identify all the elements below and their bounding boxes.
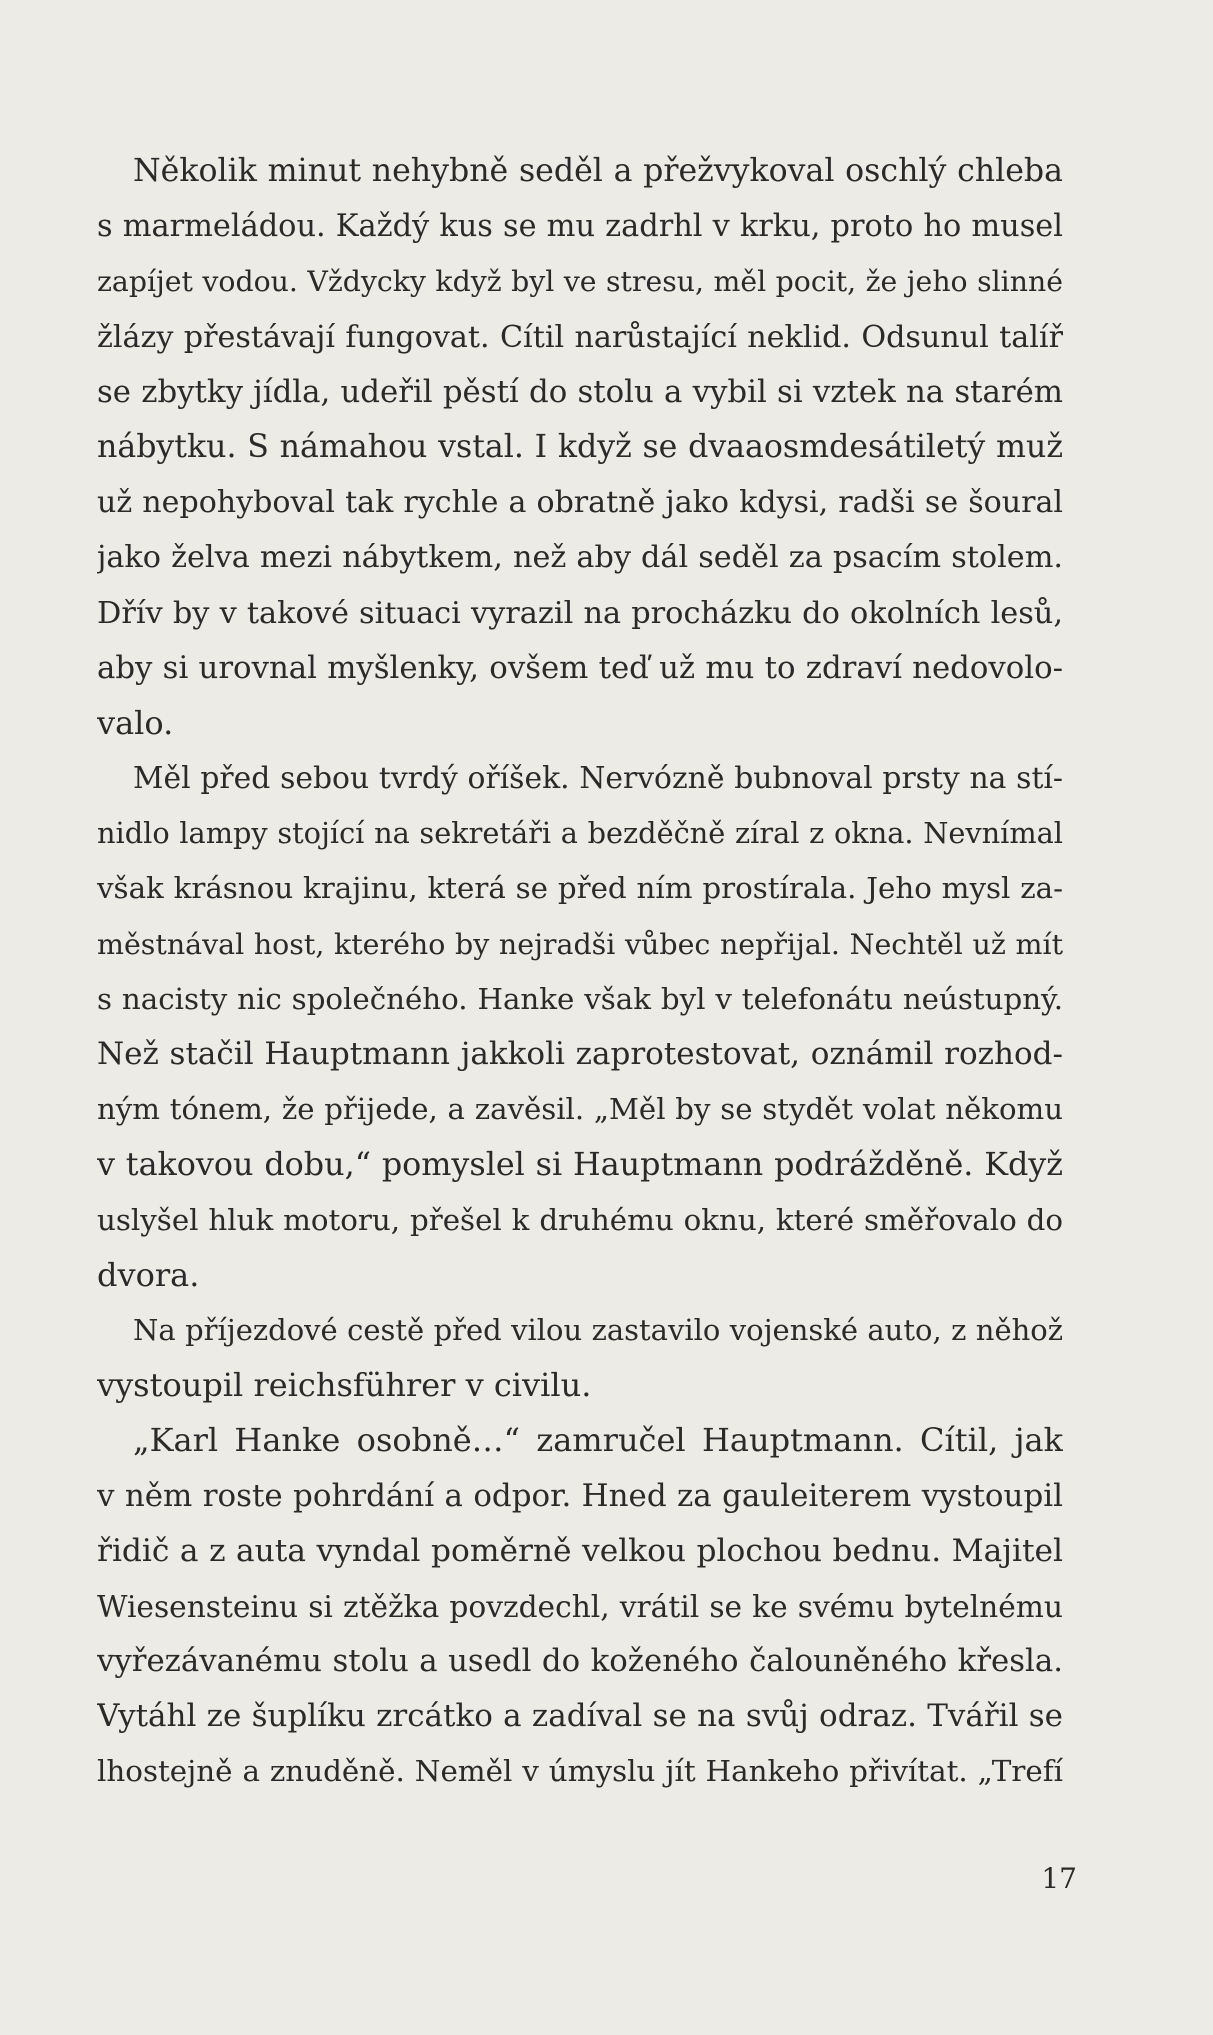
text-line: jako želva mezi nábytkem, než aby dál seděl za psacím stolem.	[97, 540, 1063, 576]
text-line: nábytku. S námahou vstal. I když se dvaaosmdesátiletý muž	[97, 428, 1063, 465]
text-line: uslyšel hluk motoru, přešel k druhému oknu, které směřovalo do	[97, 1202, 1063, 1237]
text-line: s nacisty nic společného. Hanke však byl v telefonátu neústupný.	[97, 981, 1063, 1016]
text-line: však krásnou krajinu, která se před ním prostírala. Jeho mysl za-	[97, 871, 1063, 906]
text-line: vyřezávanému stolu a usedl do koženého čalouněného křesla.	[97, 1643, 1063, 1680]
text-line: Vytáhl ze šuplíku zrcátko a zadíval se na svůj odraz. Tvářil se	[97, 1698, 1063, 1735]
text-line: Než stačil Hauptmann jakkoli zaprotestovat, oznámil rozhod-	[97, 1036, 1063, 1072]
text-line: valo.	[97, 703, 174, 742]
page-number: 17	[1041, 1862, 1077, 1895]
text-line: ným tónem, že přijede, a zavěsil. „Měl by se stydět volat někomu	[97, 1092, 1063, 1127]
text-line: dvora.	[97, 1255, 200, 1294]
text-line: zapíjet vodou. Vždycky když byl ve stresu, měl pocit, že jeho slinné	[97, 265, 1063, 299]
text-line: nidlo lampy stojící na sekretáři a bezděčně zíral z okna. Nevnímal	[97, 816, 1063, 851]
text-line: vystoupil reichsführer v civilu.	[97, 1366, 592, 1405]
text-line: lhostejně a znuděně. Neměl v úmyslu jít Hankeho přivítat. „Trefí	[97, 1754, 1063, 1789]
text-line: Několik minut nehybně seděl a přežvykoval oschlý chleba	[133, 153, 1063, 189]
text-line: Měl před sebou tvrdý oříšek. Nervózně bubnoval prsty na stí-	[133, 761, 1063, 797]
text-line: „Karl Hanke osobně…“ zamručel Hauptmann. Cítil, jak	[133, 1421, 1063, 1460]
text-line: Dřív by v takové situaci vyrazil na procházku do okolních lesů,	[97, 595, 1063, 631]
text-line: žlázy přestávají fungovat. Cítil narůstající neklid. Odsunul talíř	[97, 319, 1063, 355]
text-line: Wiesensteinu si ztěžka povzdechl, vrátil se ke svému bytelnému	[97, 1588, 1063, 1624]
text-line: v takovou dobu,“ pomyslel si Hauptmann podrážděně. Když	[97, 1146, 1063, 1184]
text-line: s marmeládou. Každý kus se mu zadrhl v krku, proto ho musel	[97, 209, 1063, 245]
text-line: řidič a z auta vyndal poměrně velkou plochou bednu. Majitel	[97, 1532, 1063, 1569]
body-text	[97, 144, 1063, 1800]
text-line: městnával host, kterého by nejradši vůbec nepřijal. Nechtěl už mít	[97, 927, 1063, 961]
text-line: v něm roste pohrdání a odpor. Hned za gauleiterem vystoupil	[97, 1477, 1063, 1514]
text-line: aby si urovnal myšlenky, ovšem teď už mu to zdraví nedovolo-	[97, 649, 1063, 686]
text-line: Na příjezdové cestě před vilou zastavilo vojenské auto, z něhož	[133, 1312, 1063, 1347]
text-line: už nepohyboval tak rychle a obratně jako kdysi, radši se šoural	[97, 485, 1063, 521]
text-line: se zbytky jídla, udeřil pěstí do stolu a vybil si vztek na starém	[97, 373, 1063, 410]
